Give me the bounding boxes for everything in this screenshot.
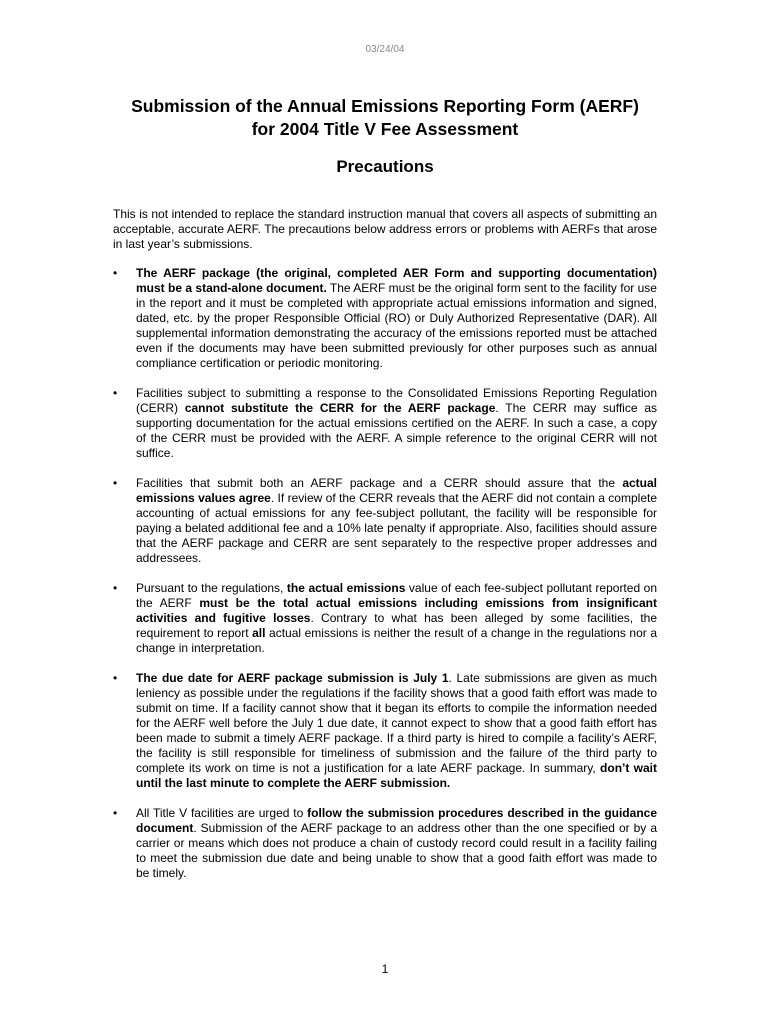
bullet-icon: •: [113, 671, 118, 685]
precaution-text: [136, 386, 657, 460]
precaution-text: [136, 806, 657, 880]
page-number: 1: [381, 962, 389, 976]
body-text: . Late submissions are given as much leniency as possible under the regulations if the facility shows that a good faith effort was made to submit on time. If a facility cannot show that it began its efforts to compile the information needed for the AERF well before the July 1 due date, it cannot expect to show that a good faith effort has been made to submit a timely AERF package. If a third party is hired to compile a facility’s AERF, the facility is still responsible for timeliness of submission and the failure of the third party to complete its work on time is not a justification for a late AERF package. In summary,: [136, 671, 658, 775]
bullet-icon: •: [113, 266, 118, 280]
precautions-list: [113, 266, 657, 896]
intro-paragraph: This is not intended to replace the standard instruction manual that covers all aspects of submitting an acceptable, accurate AERF. The precautions below address errors or problems with AERFs that arose in last year’s submissions.: [113, 207, 657, 251]
document-title: [60, 95, 710, 141]
bold-text: The AERF package (the original, completed AER Form and supporting documentation) must be a stand-alone document.: [136, 266, 657, 295]
bold-text: must be the total actual emissions including emissions from insignificant activities and fugitive losses: [136, 596, 657, 625]
precaution-item: [113, 581, 657, 656]
body-text: The AERF must be the original form sent to the facility for use in the report and it must be completed with appropriate actual emissions information and signed, dated, etc. by the proper Responsible Official (RO) or Duly Authorized Representative (DAR). All supplemental information demonstrating the accuracy of the emissions reported must be attached even if the documents may have been submitted previously for other purposes such as annual compliance certification or periodic monitoring.: [136, 281, 657, 370]
body-text: Pursuant to the regulations,: [136, 581, 287, 595]
body-text: actual emissions is neither the result of a change in the regulations nor a change in interpretation.: [136, 626, 657, 655]
body-text: Facilities subject to submitting a response to the Consolidated Emissions Reporting Regulation (CERR): [136, 386, 657, 415]
bold-text: the actual emissions: [286, 581, 406, 595]
precaution-text: [136, 581, 657, 655]
bold-text: all: [252, 626, 266, 640]
bullet-icon: •: [113, 476, 118, 490]
body-text: value of each fee-subject pollutant reported on the AERF: [136, 581, 658, 610]
document-date: 03/24/04: [365, 44, 405, 55]
section-heading-precautions: Precautions: [336, 157, 434, 176]
precaution-text: [136, 671, 657, 790]
bold-text: don’t wait until the last minute to complete the AERF submission.: [136, 761, 657, 790]
body-text: . Contrary to what has been alleged by some facilities, the requirement to report: [136, 611, 658, 640]
bullet-icon: •: [113, 581, 118, 595]
precaution-item: [113, 671, 657, 791]
bold-text: actual emissions values agree: [136, 476, 657, 505]
title-line-1: Submission of the Annual Emissions Reporting Form (AERF): [131, 96, 639, 116]
bold-text: cannot substitute the CERR for the AERF package: [184, 401, 496, 415]
body-text: . The CERR may suffice as supporting documentation for the actual emissions certified on the AERF. In such a case, a copy of the CERR must be provided with the AERF. A simple reference to the original CERR will not suffice.: [136, 401, 658, 460]
bullet-icon: •: [113, 386, 118, 400]
bold-text: The due date for AERF package submission is July 1: [136, 671, 449, 685]
precaution-text: [136, 476, 657, 565]
precaution-item: [113, 386, 657, 461]
bullet-icon: •: [113, 806, 118, 820]
body-text: All Title V facilities are urged to: [136, 806, 308, 820]
precaution-text: [136, 266, 657, 370]
body-text: Facilities that submit both an AERF package and a CERR should assure that the: [136, 476, 623, 490]
precaution-item: [113, 476, 657, 566]
precaution-item: [113, 266, 657, 371]
body-text: . If review of the CERR reveals that the AERF did not contain a complete accounting of actual emissions for any fee-subject pollutant, the facility will be responsible for paying a belated additional fee and a 10% late penalty if appropriate. Also, facilities should assure that the AERF package and CERR are sent separately to the respective proper addresses and addressees.: [136, 491, 657, 565]
body-text: . Submission of the AERF package to an address other than the one specified or by a carrier or means which does not produce a chain of custody record could result in a facility failing to meet the submission due date and being unable to show that a good faith effort was made to be timely.: [136, 821, 657, 880]
title-line-2: for 2004 Title V Fee Assessment: [251, 119, 519, 139]
bold-text: follow the submission procedures described in the guidance document: [136, 806, 657, 835]
precaution-item: [113, 806, 657, 881]
